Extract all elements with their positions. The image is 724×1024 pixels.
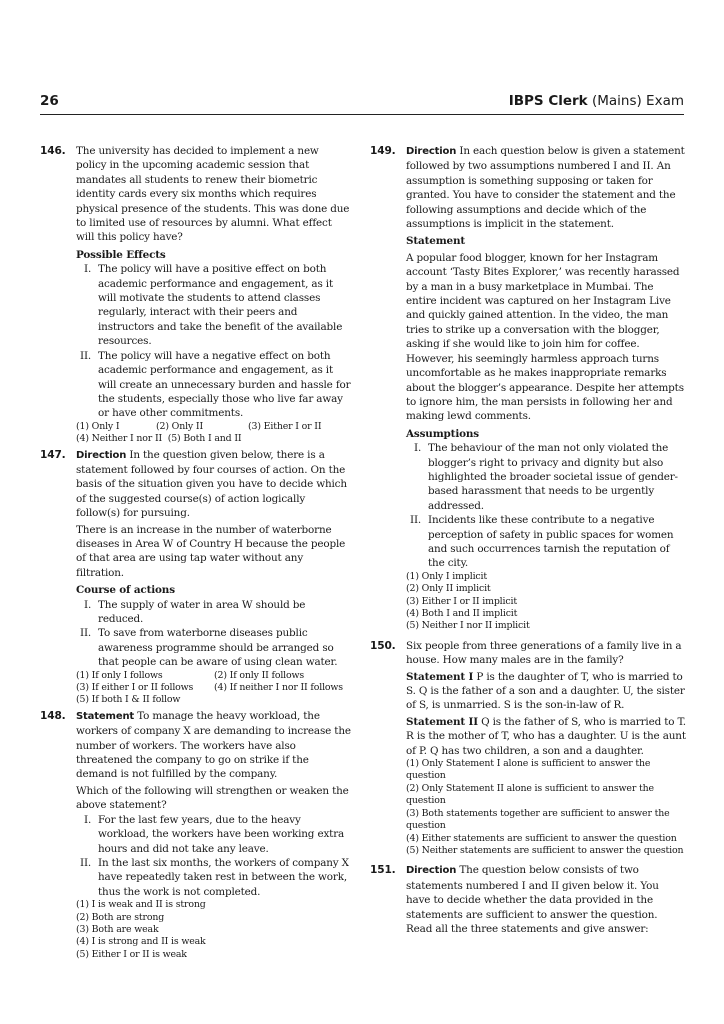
left-column (40, 144, 352, 963)
question-text: To manage the heavy workload, the workers of company X are demanding to increase the number of workers. The workers have also threatened the company to go on strike if the demand is not fulfilled by the company. (76, 709, 351, 781)
right-column (370, 144, 686, 938)
options (76, 670, 352, 707)
course-text: The supply of water in area W should be reduced. (98, 598, 306, 625)
statement-2-label: Statement II (406, 715, 478, 728)
book-title (509, 93, 684, 109)
statement-heading: Statement (406, 235, 466, 248)
options (406, 758, 686, 857)
option: (5) Either I or II is weak (76, 948, 187, 960)
option: (1) If only I follows (76, 669, 163, 681)
statement-text: A popular food blogger, known for her Instagram account ‘Tasty Bites Explorer,’ was recently harassed by a man in a busy marketplace in Mumbai. The entire incident was captured on her Instagram Live and quickly gained attention. In the video, the man tries to strike up a conversation with the blogger, asking if she would like to join him for coffee. However, his seemingly harmless approach turns uncomfortable as he makes inappropriate remarks about the blogger’s appearance. Despite her attempts to ignore him, the man persists in following her and making lewd comments. (406, 251, 684, 423)
question-text: The question below consists of two statements numbered I and II given below it. You have to decide whether the data provided in the statements are sufficient to answer the question. Read all the three statements and give answer: (406, 864, 659, 935)
option: (5) Neither I nor II implicit (406, 620, 530, 632)
header-rule (40, 114, 684, 115)
question-146 (40, 144, 352, 446)
question-text: The university has decided to implement a new policy in the upcoming academic session that mandates all students to renew their biometric identity cards every six months which requires physical presence of the students. This was done due to limited use of resources by alumni. What effect will this policy have? (76, 145, 350, 244)
options (406, 571, 686, 633)
statement-2-text: Q is the father of S, who is married to T. R is the mother of T, who has a daughter. U is the aunt of P. Q has two children, a son and a daughter. (406, 715, 686, 757)
option: (2) Only II implicit (406, 583, 491, 595)
direction-label: Direction (406, 865, 457, 877)
direction-label: Direction (406, 146, 457, 157)
argument-text: For the last few years, due to the heavy workload, the workers have been working extra hours and did not take any leave. (98, 813, 345, 855)
assumption-item (406, 513, 686, 571)
option: (1) I is weak and II is strong (76, 899, 206, 911)
course-item (76, 626, 352, 669)
course-item (76, 598, 352, 627)
option: (5) If both I & II follow (76, 694, 181, 706)
argument-item (76, 856, 352, 899)
question-prompt: Which of the following will strengthen or weaken the above statement? (76, 784, 349, 812)
option: (4) Neither I nor II (76, 433, 163, 445)
assumption-text: The behaviour of the man not only violated the blogger’s right to privacy and dignity but also highlighted the broader societal issue of gender-based harassment that needs to be urgently addressed. (428, 442, 678, 512)
roman-numeral: I. (414, 442, 422, 455)
roman-numeral: II. (80, 349, 92, 362)
question-text: In the question given below, there is a statement followed by four courses of action. On the basis of the situation given you have to decide which of the suggested course(s) of action logically follow(s) for pursuing. (76, 448, 347, 520)
roman-numeral: I. (84, 813, 92, 826)
statement-1-label: Statement I (406, 670, 474, 683)
option: (3) Either I or II (248, 420, 322, 432)
book-title-rest: (Mains) Exam (587, 93, 684, 109)
option: (1) Only Statement I alone is sufficient to answer the question (406, 758, 651, 782)
option: (5) Both I and II (167, 433, 242, 445)
effects-heading: Possible Effects (76, 248, 166, 261)
option: (4) I is strong and II is weak (76, 936, 206, 948)
option: (2) Only Statement II alone is sufficient to answer the question (406, 782, 654, 807)
roman-numeral: I. (84, 598, 92, 611)
effect-item (76, 262, 352, 348)
assumptions-heading: Assumptions (406, 427, 480, 440)
option: (4) Either statements are sufficient to answer the question (406, 832, 677, 844)
assumption-text: Incidents like these contribute to a negative perception of safety in public spaces for women and such occurrences tarnish the reputation of the city. (428, 514, 674, 570)
roman-numeral: II. (410, 514, 422, 527)
question-150 (370, 639, 686, 858)
option: (3) If either I or II follows (76, 682, 194, 694)
question-148 (40, 709, 352, 961)
question-text: In each question below is given a statement followed by two assumptions numbered I and II. An assumption is something supposing or taken for granted. You have to consider the statement and the following assumptions and decide which of the assumptions is implicit in the statement. (406, 145, 685, 231)
question-151 (370, 863, 686, 936)
roman-numeral: II. (80, 856, 92, 869)
question-number: 147. (40, 448, 66, 461)
direction-label: Direction (76, 449, 127, 461)
assumption-item (406, 441, 686, 513)
course-heading: Course of actions (76, 584, 175, 597)
question-number: 150. (370, 639, 396, 652)
book-title-bold: IBPS Clerk (508, 93, 588, 109)
option: (2) Only II (156, 420, 204, 432)
option: (2) Both are strong (76, 911, 165, 923)
option: (3) Both are weak (76, 923, 159, 935)
option: (2) If only II follows (214, 669, 305, 681)
roman-numeral: I. (84, 263, 92, 276)
option: (1) Only I (76, 420, 120, 432)
question-number: 146. (40, 145, 66, 157)
effect-text: The policy will have a negative effect on both academic performance and engagement, as it will create an unnecessary burden and hassle for the students, especially those who live far away or have other commitments. (98, 349, 351, 420)
argument-text: In the last six months, the workers of company X have repeatedly taken rest in between the work, thus the work is not completed. (98, 856, 349, 898)
roman-numeral: II. (80, 627, 92, 640)
option: (1) Only I implicit (406, 570, 487, 582)
option: (5) Neither statements are sufficient to answer the question (406, 844, 684, 856)
question-number: 149. (370, 145, 396, 157)
option: (4) If neither I nor II follows (214, 682, 343, 694)
question-147 (40, 448, 352, 707)
option: (3) Either I or II implicit (406, 595, 517, 607)
option: (3) Both statements together are sufficient to answer the question (406, 807, 670, 832)
options (76, 899, 352, 961)
page-number: 26 (40, 93, 59, 109)
course-text: To save from waterborne diseases public awareness programme should be arranged so that people can be aware of using clean water. (98, 627, 338, 669)
options (76, 421, 352, 446)
question-number: 148. (40, 709, 66, 722)
question-149 (370, 144, 686, 633)
statement-text: There is an increase in the number of waterborne diseases in Area W of Country H because the people of that area are using tap water without any filtration. (76, 523, 346, 579)
statement-1-text: P is the daughter of T, who is married to S. Q is the father of a son and a daughter. U, the sister of S, is unmarried. S is the son-in-law of R. (406, 670, 685, 712)
effect-text: The policy will have a positive effect on both academic performance and engagement, as it will motivate the students to attend classes regularly, interact with their peers and instructors and take the benefit of the available resources. (98, 263, 343, 348)
statement-label: Statement (76, 710, 135, 722)
question-text: Six people from three generations of a family live in a house. How many males are in the family? (406, 639, 682, 667)
argument-item (76, 813, 352, 856)
effect-item (76, 349, 352, 421)
option: (4) Both I and II implicit (406, 608, 518, 619)
question-number: 151. (370, 864, 396, 877)
